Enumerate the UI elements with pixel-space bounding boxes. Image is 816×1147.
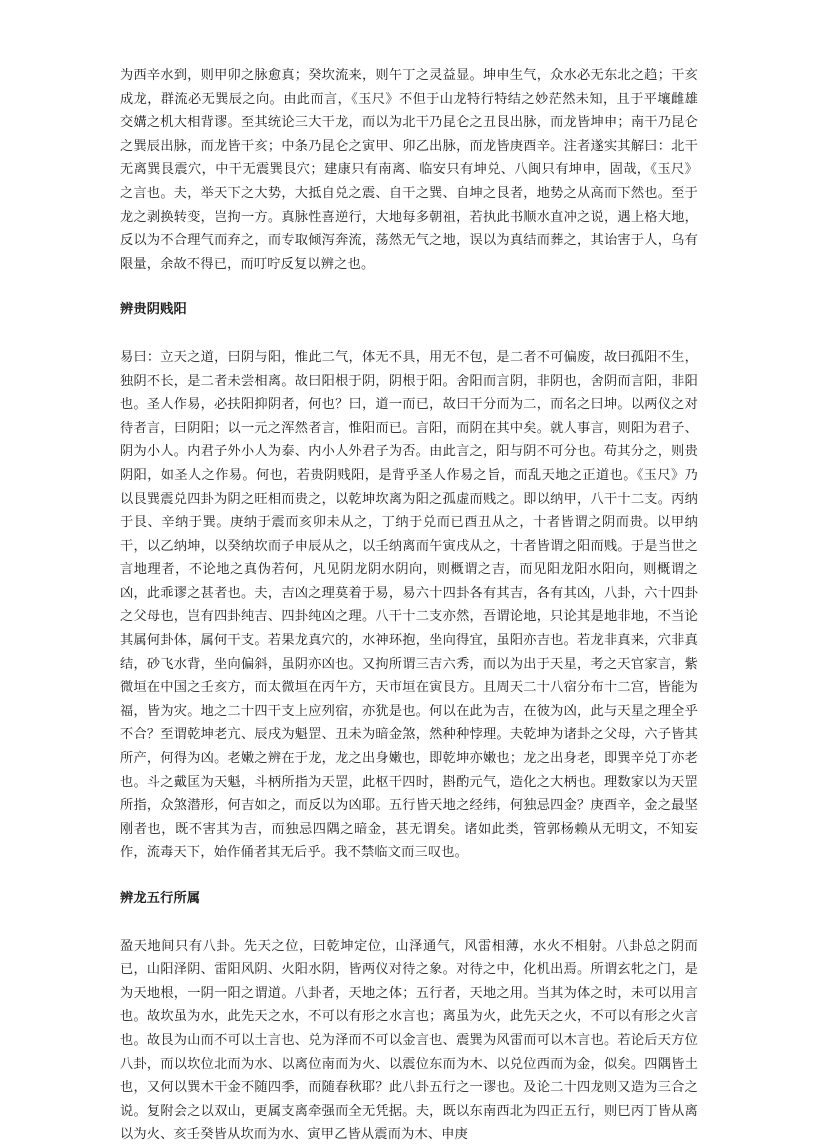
section-heading-five-elements: 辨龙五行所属: [120, 891, 201, 906]
section-heading-yin-yang: 辨贵阴贱阳: [120, 302, 187, 318]
document-page: [120, 64, 698, 1147]
paragraph-five-elements: 盈天地间只有八卦。先天之位，曰乾坤定位，山泽通气，风雷相薄，水火不相射。八卦总之阴而已，山阳泽阴、雷阳风阴、火阳水阴，皆两仪对待之象。对待之中，化机出焉。所谓玄牝之门，是为天地根，一阴一阳之谓道。八卦者，天地之体；五行者，天地之用。当其为体之时，未可以用言也。故坎虽为水，此先天之水，不可以有形之水言也；离虽为火，此先天之火，不可以有形之火言也。故艮为山而不可以土言也、兑为泽而不可以金言也、震巽为风雷而可以木言也。若论后天方位八卦，而以坎位北而为水、以离位南而为火、以震位东而为木、以兑位西而为金，似矣。四隅皆土也，又何以巽木干金不随四季，而随春秋耶？此八卦五行之一谬也。及论二十四龙则又造为三合之说。复附会之以双山，更属支离牵强而全无凭据。夫，既以东南西北为四正五行，则巳丙丁皆从离以为火、亥壬癸皆从坎而为水、寅甲乙皆从震而为木、申庚: [120, 938, 698, 1143]
paragraph-intro: 为西辛水到，则甲卯之脉愈真；癸坎流来，则午丁之灵益显。坤申生气，众水必无东北之趋；干亥成龙，群流必无巽辰之向。由此而言，《玉尺》不但于山龙特行特结之妙茫然未知，且于平壤雌雄交媾之机大相背谬。至其统论三大干龙，而以为北干乃昆仑之丑艮出脉，而龙皆坤申；南干乃昆仑之巽辰出脉，而龙皆干亥；中条乃昆仑之寅甲、卯乙出脉，而龙皆庚酉辛。注者遂实其解曰：北干无离巽艮震穴，中干无震巽艮穴；建康只有南离、临安只有坤兑、八闽只有坤申，固哉，《玉尺》之言也。夫，举天下之大势，大抵自兑之震、自干之巽、自坤之艮者，地势之从高而下然也。至于龙之剥换转变，岂拘一方。真脉性喜逆行，大地每多朝祖，若执此书顺水直冲之说，遇上格大地，反以为不合理气而弃之，而专取倾泻奔流，荡然无气之地，误以为真结而葬之，其诒害于人，乌有限量，余故不得已，而叮咛反复以辨之也。: [120, 68, 698, 272]
paragraph-yin-yang: 易曰：立天之道，曰阴与阳，惟此二气，体无不具，用无不包，是二者不可偏废，故曰孤阳不生，独阴不长，是二者未尝相离。故曰阳根于阴，阴根于阳。舍阳而言阴，非阴也，舍阴而言阳，非阳也。圣人作易，必扶阳抑阴者，何也？曰，道一而已，故曰干分而为二，而名之曰坤。以两仪之对待者言，曰阴阳；以一元之浑然者言，惟阳而已。言阳，而阴在其中矣。就人事言，则阳为君子、阴为小人。内君子外小人为泰、内小人外君子为否。由此言之，阳与阴不可分也。苟其分之，则贵阴阳，如圣人之作易。何也，若贵阴贱阳，是背乎圣人作易之旨，而乱天地之正道也。《玉尺》乃以艮巽震兑四卦为阴之旺相而贵之，以乾坤坎离为阳之孤虚而贱之。即以纳甲，八干十二支。丙纳于艮、辛纳于巽。庚纳于震而亥卯未从之，丁纳于兑而已酉丑从之，十者皆谓之阴而贵。以甲纳干，以乙纳坤，以癸纳坎而子申辰从之，以壬纳离而午寅戌从之，十者皆谓之阳而贱。于是当世之言地理者，不论地之真伪若何，凡见阴龙阴水阴向，则概谓之吉，而见阳龙阳水阳向，则概谓之凶，此乖谬之甚者也。夫，吉凶之理莫着于易，易六十四卦各有其吉，各有其凶，八卦，六十四卦之父母也，岂有四卦纯吉、四卦纯凶之理。八干十二支亦然，吾谓论地，只论其是地非地，不当论其属何卦体，属何干支。若果龙真穴的，水神环抱，坐向得宜，虽阳亦吉也。若龙非真来，穴非真结，砂飞水背，坐向偏斜，虽阴亦凶也。又拘所谓三吉六秀，而以为出于天星，考之天官家言，紫微垣在中国之壬亥方，而太微垣在丙午方，天市垣在寅艮方。且周天二十八宿分布十二宫，皆能为福，皆为灾。地之二十四干支上应列宿，亦犹是也。何以在此为吉，在彼为凶，此与天星之理全乎不合？至谓乾坤老亢、辰戌为魁罡、丑未为暗金煞，然种种悖理。夫乾坤为诸卦之父母，六子皆其所产，何得为凶。老嫩之辨在于龙，龙之出身嫩也，即乾坤亦嫩也；龙之出身老，即巽辛兑丁亦老也。斗之戴匡为天魁，斗柄所指为天罡，此枢干四时，斟酌元气，造化之大柄也。理数家以为天罡所指，众煞潜形，何吉如之，而反以为凶耶。五行皆天地之经纬，何独忌四金？庚酉辛，金之最坚刚者也，既不害其为吉，而独忌四隅之暗金，甚无谓矣。诸如此类，管郭杨赖从无明文，不知妄作，流毒天下，始作俑者其无后乎。我不禁临文而三叹也。: [120, 349, 698, 861]
